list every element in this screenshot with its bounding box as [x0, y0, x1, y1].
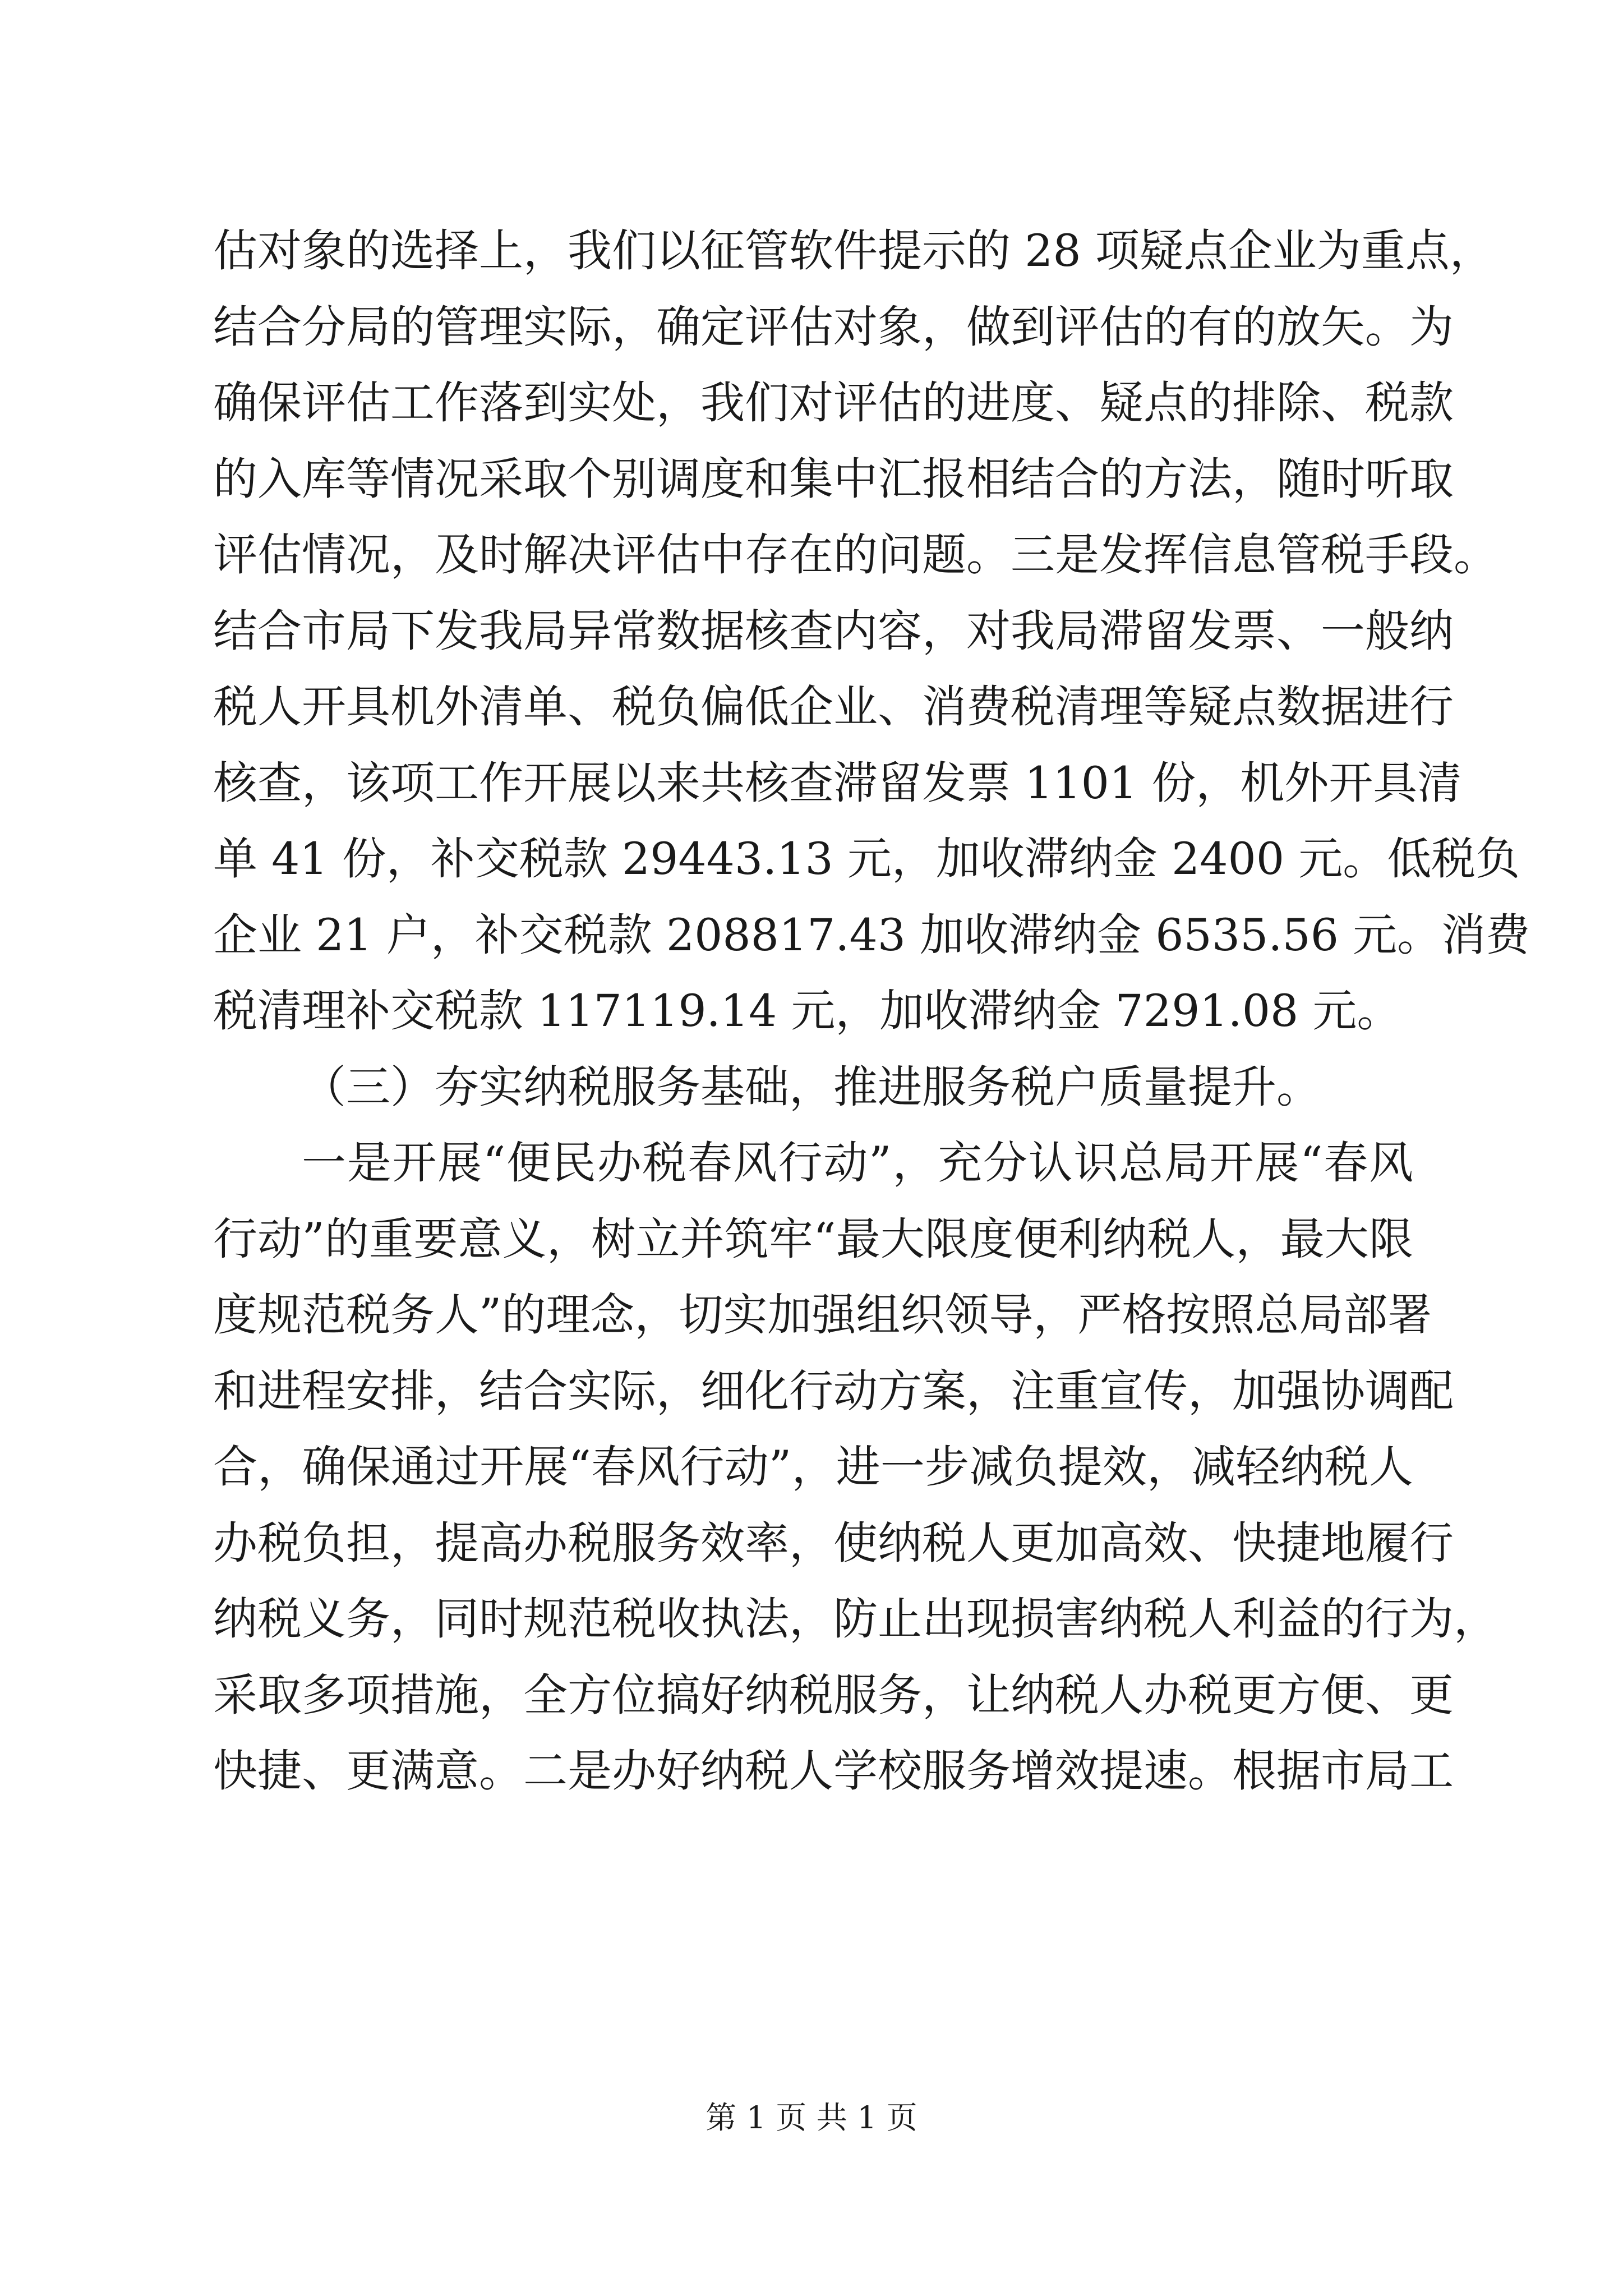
- text-line: 办税负担，提高办税服务效率，使纳税人更加高效、快捷地履行: [213, 1517, 1454, 1569]
- text-line: 税人开具机外清单、税负偏低企业、消费税清理等疑点数据进行: [213, 681, 1454, 733]
- document-body: [213, 213, 1530, 1810]
- text-line: 确保评估工作落到实处，我们对评估的进度、疑点的排除、税款: [213, 377, 1454, 429]
- text-line: 的入库等情况采取个别调度和集中汇报相结合的方法，随时听取: [213, 453, 1454, 505]
- text-line: 合，确保通过开展“春风行动”，进一步减负提效，减轻纳税人: [213, 1441, 1413, 1493]
- page-number-label: 第 1 页 共 1 页: [706, 2100, 917, 2136]
- text-line: 税清理补交税款 117119.14 元，加收滞纳金 7291.08 元。: [213, 985, 1401, 1037]
- text-line: 度规范税务人”的理念，切实加强组织领导，严格按照总局部署: [213, 1289, 1432, 1341]
- text-line: 行动”的重要意义，树立并筑牢“最大限度便利纳税人，最大限: [213, 1213, 1413, 1265]
- text-line: 和进程安排，结合实际，细化行动方案，注重宣传，加强协调配: [213, 1365, 1454, 1417]
- text-line: 企业 21 户，补交税款 208817.43 加收滞纳金 6535.56 元。消费: [213, 909, 1530, 961]
- text-line: 一是开展“便民办税春风行动”，充分认识总局开展“春风: [302, 1137, 1413, 1189]
- text-line: 单 41 份，补交税款 29443.13 元，加收滞纳金 2400 元。低税负: [213, 833, 1520, 885]
- text-line: 采取多项措施，全方位搞好纳税服务，让纳税人办税更方便、更: [213, 1669, 1454, 1721]
- text-line: 纳税义务，同时规范税收执法，防止出现损害纳税人利益的行为，: [213, 1593, 1498, 1645]
- page-footer: [0, 2098, 1623, 2137]
- text-line: 估对象的选择上，我们以征管软件提示的 28 项疑点企业为重点，: [213, 225, 1494, 277]
- section-heading: （三）夯实纳税服务基础，推进服务税户质量提升。: [302, 1061, 1321, 1113]
- text-line: 快捷、更满意。二是办好纳税人学校服务增效提速。根据市局工: [213, 1745, 1454, 1797]
- text-line: 评估情况，及时解决评估中存在的问题。三是发挥信息管税手段。: [213, 529, 1498, 581]
- text-line: 结合市局下发我局异常数据核查内容，对我局滞留发票、一般纳: [213, 605, 1454, 657]
- text-line: 结合分局的管理实际，确定评估对象，做到评估的有的放矢。为: [213, 301, 1454, 353]
- text-line: 核查，该项工作开展以来共核查滞留发票 1101 份，机外开具清: [213, 757, 1462, 809]
